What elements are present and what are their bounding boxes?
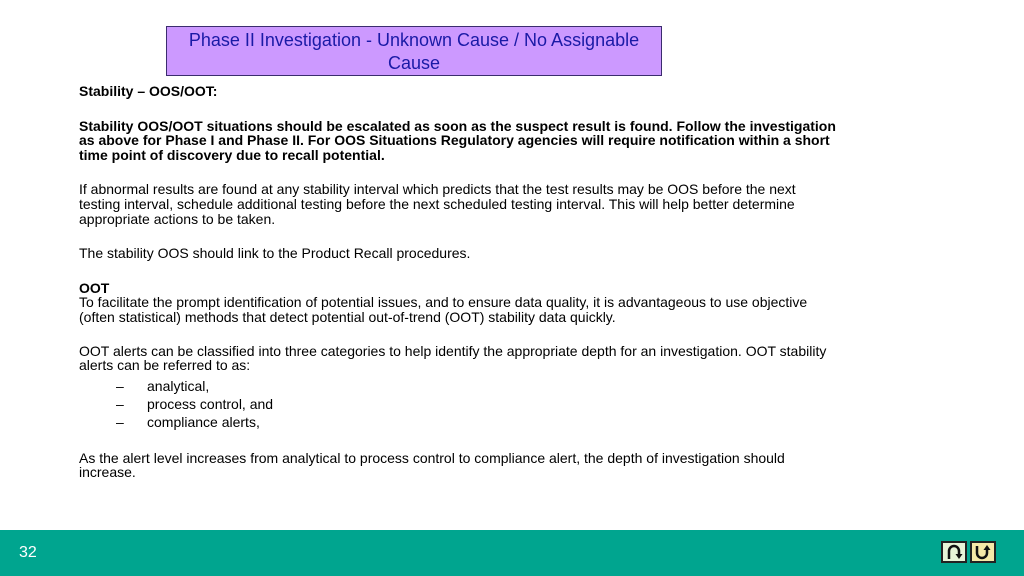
slide-body [79, 84, 839, 480]
list-item [79, 413, 839, 431]
paragraph-abnormal-results: If abnormal results are found at any stability interval which predicts that the test results may be OOS before the next testing interval, schedule additional testing before the next scheduled testing interval. This will help better determine appropriate actions to be taken. [79, 181, 796, 227]
dash-bullet: – [116, 395, 124, 412]
list-item [79, 377, 839, 395]
footer-bar [0, 530, 1024, 576]
forward-button[interactable] [970, 541, 996, 563]
paragraph-alert-levels: As the alert level increases from analytical to process control to compliance alert, the depth of investigation should increase. [79, 449, 785, 481]
alert-category-list [79, 377, 839, 431]
page-number: 32 [19, 544, 37, 561]
paragraph-oot-methods: To facilitate the prompt identification of potential issues, and to ensure data quality, it is advantageous to use objective (often statistical) methods that detect potential out-of-trend (OOT) stability data quickly. [79, 294, 808, 325]
dash-bullet: – [116, 377, 124, 394]
section-heading: Stability – OOS/OOT: [79, 83, 218, 99]
paragraph-escalation: Stability OOS/OOT situations should be escalated as soon as the suspect result is found. Follow the investigation as above for Phase I and Phase II. For OOS Situations Regulatory agencies will require notification within a short time point of discovery due to recall potential. [79, 117, 836, 163]
paragraph-oot-categories: OOT alerts can be classified into three categories to help identify the appropriate depth for an investigation. OOT stability alerts can be referred to as: [79, 342, 827, 374]
slide-title [166, 26, 662, 76]
slide-title-line1: Phase II Investigation - Unknown Cause / No Assignable [188, 30, 640, 50]
return-arrow-icon [945, 544, 963, 560]
list-item [79, 395, 839, 413]
up-arrow-icon [974, 544, 992, 560]
back-button[interactable] [941, 541, 967, 563]
paragraph-recall-link: The stability OOS should link to the Product Recall procedures. [79, 245, 471, 262]
list-item-text: analytical, [147, 377, 210, 394]
dash-bullet: – [116, 413, 124, 430]
slide-title-line2: Cause [387, 53, 441, 73]
oot-heading: OOT [79, 279, 110, 296]
list-item-text: process control, and [147, 395, 274, 412]
list-item-text: compliance alerts, [147, 413, 260, 430]
